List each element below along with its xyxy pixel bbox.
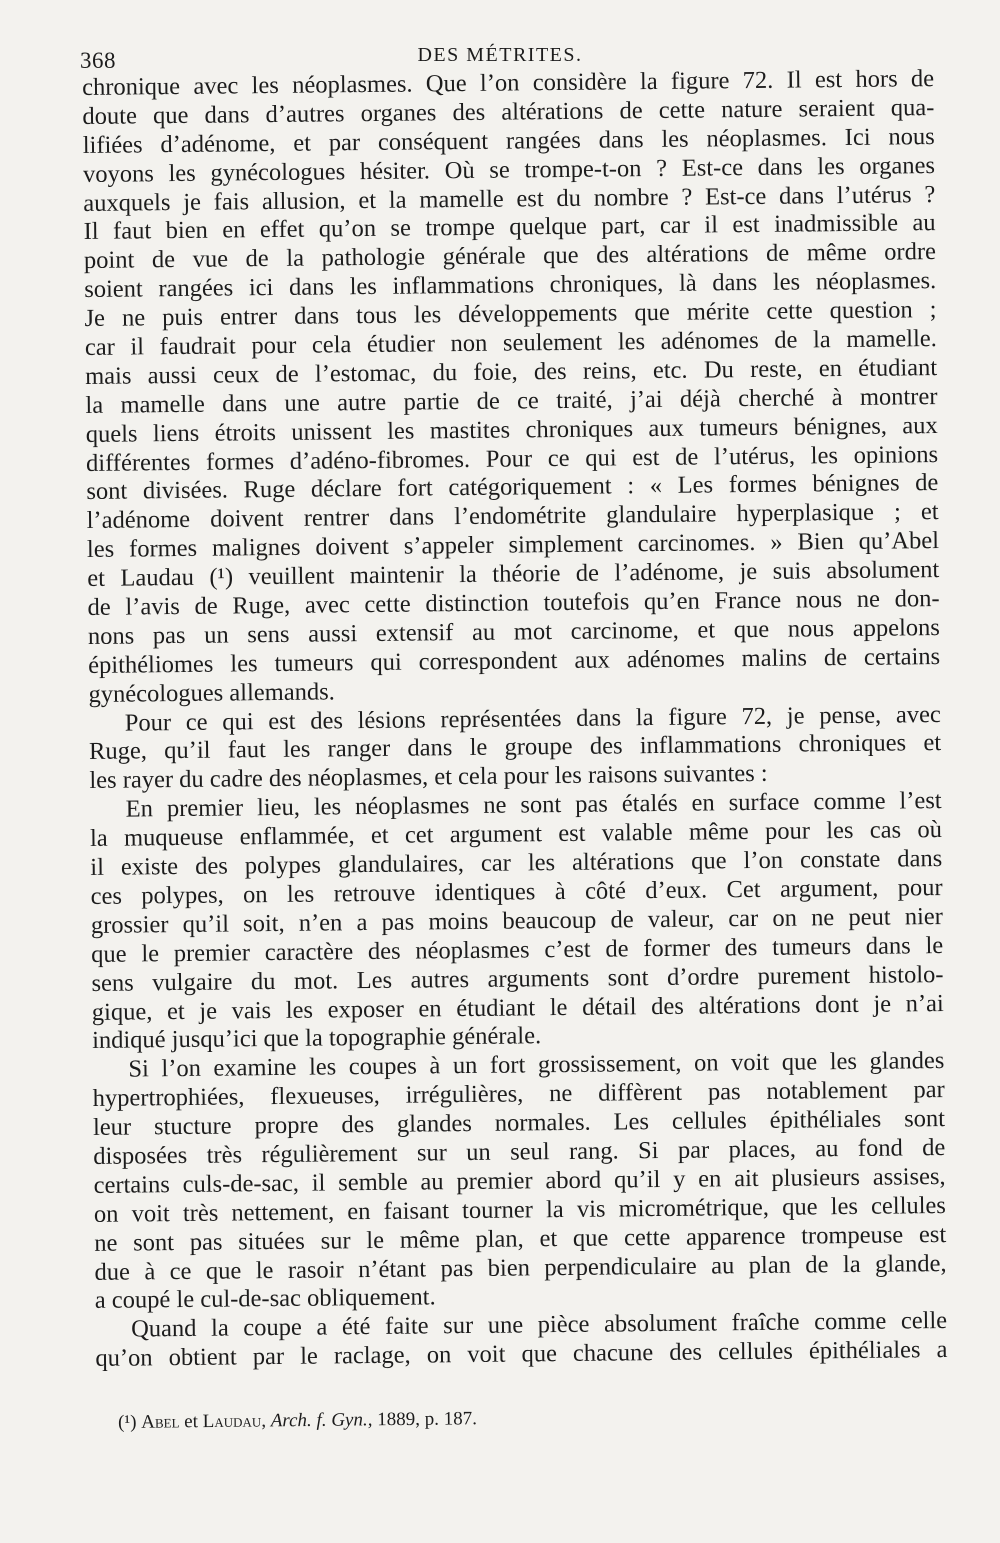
body-text — [82, 65, 948, 1374]
text-line: chronique avec les néoplasmes. Que l’on considère la figure 72. Il est hors de — [82, 65, 935, 101]
text-line: il existe des polypes glandulaires, car les altérations que l’on constate dans — [90, 845, 943, 882]
text-line: car il faudrait pour cela étudier non seulement les adénomes de la mamelle. — [84, 325, 937, 361]
text-line: quels liens étroits unissent les mastites chroniques aux tumeurs bénignes, aux — [85, 411, 938, 448]
text-line: sont divisées. Ruge déclare fort catégoriquement : « Les formes bénignes de — [86, 469, 939, 506]
text-line: grossier qu’il soit, n’en a pas moins beaucoup de valeur, car on ne peut nier — [90, 902, 944, 939]
text-line: on voit très nettement, en faisant tourner la vis micrométrique, que les cellules — [93, 1191, 947, 1228]
text-line: gique, et je vais les exposer en étudiant le détail des altérations dont je n’ai — [91, 989, 944, 1026]
footnote-journal: Arch. f. Gyn., — [270, 1409, 373, 1432]
text-line: hypertrophiées, flexueuses, irrégulières, ne diffèrent pas notablement par — [92, 1076, 945, 1113]
text-line: point de vue de la pathologie générale que des altérations de même ordre — [83, 238, 937, 275]
text-line: Il faut bien en effet qu’on se trompe quelque part, car il est inadmissible au — [83, 209, 936, 246]
paragraph-start: Pour ce qui est des lésions représentées dans la figure 72, je pense, avec — [124, 700, 941, 737]
text-line: disposées très régulièrement sur un seul rang. Si par places, au fond de — [93, 1133, 946, 1170]
text-line: Je ne puis entrer dans tous les développements que mérite cette question ; — [84, 296, 937, 333]
text-line: indiqué jusqu’ici que la topographie générale. — [91, 1022, 542, 1055]
paragraph-start: Si l’on examine les coupes à un fort grossissement, on voit que les glandes — [128, 1047, 945, 1083]
text-line: gynécologues allemands. — [88, 678, 335, 708]
text-line: sens vulgaire du mot. Les autres arguments sont d’ordre purement histolo- — [91, 960, 944, 997]
text-line: ces polypes, on les retrouve identiques à côté d’eux. Cet argument, pour — [90, 873, 943, 910]
text-line: les formes malignes doivent s’appeler simplement carcinomes. » Bien qu’Abel — [86, 527, 940, 564]
text-line: différentes formes d’adéno-fibromes. Pour ce qui est de l’utérus, les opinions — [85, 440, 939, 477]
text-line: Ruge, qu’il faut les ranger dans le groupe des inflammations chroniques et — [88, 729, 942, 766]
footnote-marker: (¹) — [118, 1411, 137, 1433]
page-number: 368 — [80, 48, 116, 73]
footnote-author: Laudau, — [202, 1410, 267, 1433]
running-title: DES MÉTRITES. — [417, 44, 583, 66]
text-line: soient rangées ici dans les inflammations chroniques, là dans les néoplasmes. — [84, 267, 937, 304]
text-line: que le premier caractère des néoplasmes c’est de former des tumeurs dans le — [91, 931, 944, 968]
text-line: certains culs-de-sac, il semble au premier abord qu’il y en ait plusieurs assises, — [93, 1162, 946, 1199]
footnote — [118, 1408, 477, 1434]
text-line: la mamelle dans une autre partie de ce traité, j’ai déjà cherché à montrer — [85, 382, 938, 419]
text-line: leur stucture propre des glandes normales. Les cellules épithéliales sont — [92, 1105, 946, 1142]
text-line: nons pas un sens aussi extensif au mot carcinome, et que nous appelons — [87, 613, 940, 650]
text-line: de l’avis de Ruge, avec cette distinction toutefois qu’en France nous ne don- — [87, 585, 940, 622]
text-line: et Laudau (¹) veuillent maintenir la théorie de l’adénome, je suis absolument — [87, 556, 940, 593]
text-line: lifiées d’adénome, et par conséquent rangées dans les néoplasmes. Ici nous — [82, 122, 935, 159]
paragraph-start: Quand la coupe a été faite sur une pièce absolument fraîche comme celle — [131, 1307, 948, 1343]
text-line: doute que dans d’autres organes des altérations de cette nature seraient qua- — [82, 93, 935, 130]
footnote-year-page: 1889, p. 187. — [377, 1408, 478, 1431]
text-line: ne sont pas situées sur le même plan, et que cette apparence trompeuse est — [94, 1220, 947, 1257]
paragraph-start: En premier lieu, les néoplasmes ne sont pas étalés en surface comme l’est — [125, 787, 942, 823]
text-line: voyons les gynécologues hésiter. Où se trompe-t-on ? Est-ce dans les organes — [82, 151, 936, 188]
text-line: épithéliomes les tumeurs qui correspondent aux adénomes malins de certains — [88, 642, 941, 679]
footnote-connector: et — [184, 1411, 199, 1433]
text-line: a coupé le cul-de-sac obliquement. — [94, 1283, 436, 1315]
text-line: due à ce que le rasoir n’étant pas bien perpendiculaire au plan de la glande, — [94, 1249, 947, 1286]
text-line: les rayer du cadre des néoplasmes, et cela pour les raisons suivantes : — [89, 760, 768, 795]
text-line: mais aussi ceux de l’estomac, du foie, des reins, etc. Du reste, en étudiant — [85, 353, 938, 390]
footnote-author: Abel — [141, 1411, 180, 1433]
text-line: la muqueuse enflammée, et cet argument est valable même pour les cas où — [89, 816, 943, 853]
text-line: qu’on obtient par le raclage, on voit que chacune des cellules épithéliales a — [95, 1336, 948, 1373]
text-line: l’adénome doivent rentrer dans l’endométrite glandulaire hyperplasique ; et — [86, 498, 939, 535]
text-line: auxquels je fais allusion, et la mamelle est du nombre ? Est-ce dans l’utérus ? — [83, 180, 936, 217]
